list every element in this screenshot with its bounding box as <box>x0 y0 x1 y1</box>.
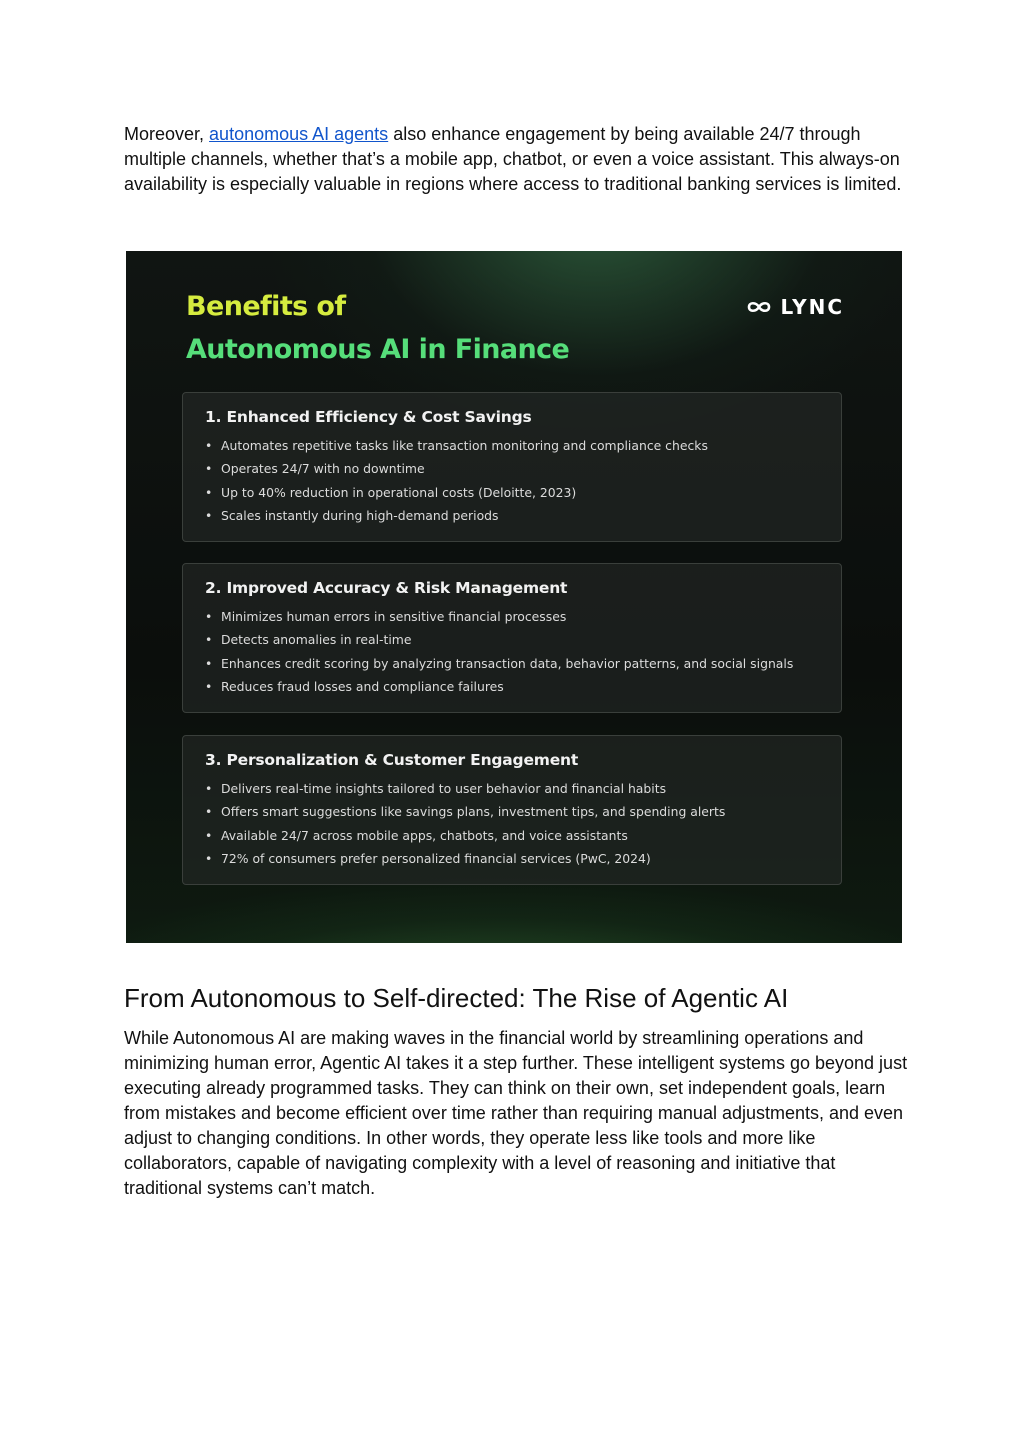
bullet-icon: • <box>205 850 213 866</box>
list-item <box>205 457 841 480</box>
bullet-icon: • <box>205 438 213 453</box>
bullet-icon: • <box>205 609 213 624</box>
list-item <box>205 504 841 527</box>
infographic-title-line2: Autonomous AI in Finance <box>186 334 570 365</box>
card-title: 2. Improved Accuracy & Risk Management <box>205 579 568 597</box>
list-item-text: Up to 40% reduction in operational costs (Deloitte, 2023) <box>221 484 577 500</box>
list-item-text: Enhances credit scoring by analyzing transaction data, behavior patterns, and social signals <box>221 655 794 671</box>
bullet-icon: • <box>205 804 213 820</box>
benefit-card-personalization <box>182 735 842 885</box>
list-item <box>205 824 841 847</box>
list-item <box>205 675 841 698</box>
bullet-icon: • <box>205 827 213 843</box>
list-item-text: Offers smart suggestions like savings plans, investment tips, and spending alerts <box>221 804 726 820</box>
list-item-text: Automates repetitive tasks like transaction monitoring and compliance checks <box>221 438 708 453</box>
infinity-icon <box>746 299 772 315</box>
intro-text-before: Moreover, <box>124 124 210 144</box>
list-item-text: Operates 24/7 with no downtime <box>221 461 425 477</box>
list-item-text: 72% of consumers prefer personalized financial services (PwC, 2024) <box>221 850 651 866</box>
benefit-card-efficiency <box>182 392 842 542</box>
list-item-text: Detects anomalies in real-time <box>221 632 412 648</box>
list-item-text: Available 24/7 across mobile apps, chatbots, and voice assistants <box>221 827 628 843</box>
bullet-icon: • <box>205 632 213 648</box>
card-list <box>205 777 841 870</box>
intro-paragraph <box>124 122 914 197</box>
bullet-icon: • <box>205 655 213 671</box>
benefit-card-accuracy <box>182 563 842 713</box>
list-item <box>205 605 841 628</box>
section-paragraph: While Autonomous AI are making waves in the financial world by streamlining operations and minimizing human error, Agentic AI takes it a step further. These intelligent systems go beyond just executing already programmed tasks. They can think on their own, set independent goals, learn from mistakes and become efficient over time rather than requiring manual adjustments, and even adjust to changing conditions. In other words, they operate less like tools and more like collaborators, capable of navigating complexity with a level of reasoning and initiative that traditional systems can’t match. <box>124 1028 908 1198</box>
list-item <box>205 434 841 457</box>
bullet-icon: • <box>205 678 213 694</box>
list-item-text: Scales instantly during high-demand periods <box>221 507 499 523</box>
infographic-title <box>186 285 569 371</box>
list-item <box>205 652 841 675</box>
logo-text: LYNC <box>780 295 844 319</box>
list-item <box>205 847 841 870</box>
list-item-text: Delivers real-time insights tailored to user behavior and financial habits <box>221 781 667 796</box>
card-list <box>205 434 841 527</box>
lync-logo <box>746 295 844 319</box>
bullet-icon: • <box>205 484 213 500</box>
list-item <box>205 800 841 823</box>
list-item <box>205 628 841 651</box>
list-item <box>205 777 841 800</box>
autonomous-ai-agents-link[interactable]: autonomous AI agents <box>209 124 389 144</box>
card-list <box>205 605 841 698</box>
bullet-icon: • <box>205 781 213 796</box>
infographic-title-line1: Benefits of <box>186 291 346 322</box>
list-item-text: Minimizes human errors in sensitive financial processes <box>221 609 567 624</box>
card-title: 3. Personalization & Customer Engagement <box>205 751 579 769</box>
bullet-icon: • <box>205 507 213 523</box>
list-item-text: Reduces fraud losses and compliance failures <box>221 678 504 694</box>
intro-text-after: also enhance engagement by being available 24/7 through multiple channels, whether that’s a mobile app, chatbot, or even a voice assistant. This always-on availability is especially valuable in regions where access to traditional banking services is limited. <box>124 124 902 194</box>
card-title: 1. Enhanced Efficiency & Cost Savings <box>205 408 532 426</box>
section-heading: From Autonomous to Self-directed: The Rise of Agentic AI <box>124 983 789 1013</box>
benefits-infographic <box>126 251 902 943</box>
list-item <box>205 481 841 504</box>
bullet-icon: • <box>205 461 213 477</box>
